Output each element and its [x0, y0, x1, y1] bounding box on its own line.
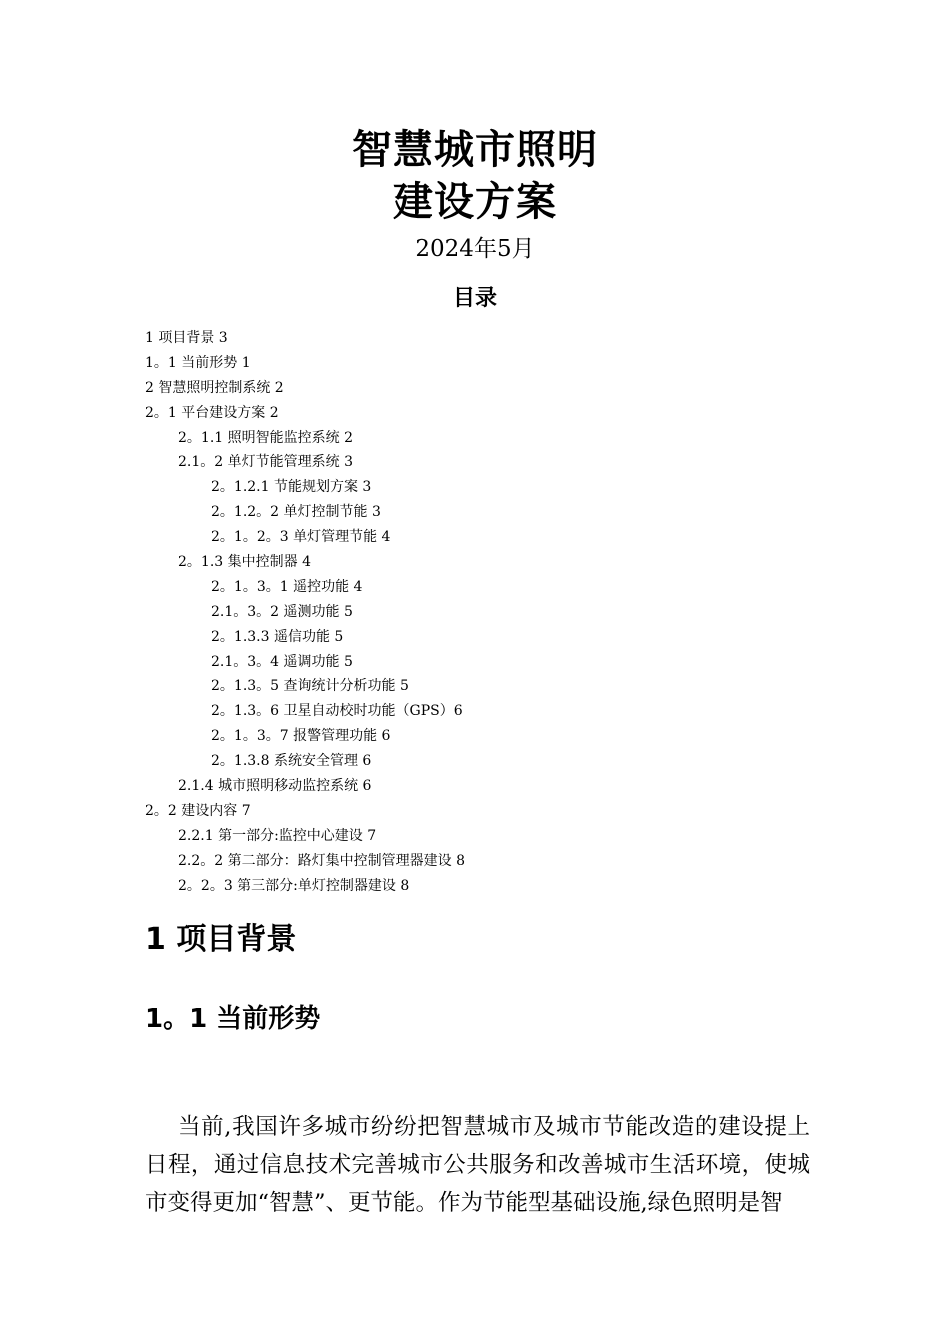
- toc-entry[interactable]: 2.2.1 第一部分:监控中心建设 7: [178, 827, 377, 844]
- toc-entry[interactable]: 2。1.3.3 遥信功能 5: [211, 628, 344, 645]
- toc-entry[interactable]: 2。1 平台建设方案 2: [145, 404, 279, 421]
- document-date: 2024年5月: [415, 236, 535, 262]
- section-1-heading: 1 项目背景: [145, 922, 297, 957]
- section-1-1-heading: 1。1 当前形势: [145, 1004, 321, 1034]
- document-title-line-2: 建设方案: [393, 179, 557, 225]
- toc-entry[interactable]: 2。1.2.1 节能规划方案 3: [211, 479, 372, 496]
- toc-entry[interactable]: 1。1 当前形势 1: [145, 354, 251, 371]
- toc-entry[interactable]: 2.1。2 单灯节能管理系统 3: [178, 454, 353, 471]
- toc-entry[interactable]: 2。1.3.8 系统安全管理 6: [211, 753, 372, 770]
- toc-entry[interactable]: 2。2 建设内容 7: [145, 802, 251, 819]
- toc-entry[interactable]: 2。1。3。7 报警管理功能 6: [211, 728, 391, 745]
- toc-entry[interactable]: 1 项目背景 3: [145, 330, 228, 346]
- toc-entry[interactable]: 2.1。3。2 遥测功能 5: [211, 603, 353, 620]
- toc-entry[interactable]: 2。1。2。3 单灯管理节能 4: [211, 529, 391, 546]
- toc-entry[interactable]: 2。1.3 集中控制器 4: [178, 554, 311, 571]
- document-title-line-1: 智慧城市照明: [352, 127, 598, 173]
- toc-entry[interactable]: 2.1。3。4 遥调功能 5: [211, 653, 353, 670]
- toc-entry[interactable]: 2。2。3 第三部分:单灯控制器建设 8: [178, 877, 410, 894]
- toc-entry[interactable]: 2。1.1 照明智能监控系统 2: [178, 429, 353, 446]
- toc-entry[interactable]: 2.1.4 城市照明移动监控系统 6: [178, 778, 372, 795]
- toc-entry[interactable]: 2。1。3。1 遥控功能 4: [211, 578, 363, 595]
- toc-entry[interactable]: 2。1.3。6 卫星自动校时功能（GPS）6: [211, 703, 463, 720]
- table-of-contents: [145, 326, 845, 898]
- toc-entry[interactable]: 2.2。2 第二部分：路灯集中控制管理器建设 8: [178, 852, 465, 869]
- toc-heading: 目录: [452, 286, 497, 311]
- toc-entry[interactable]: 2 智慧照明控制系统 2: [145, 379, 284, 396]
- body-paragraph: 当前,我国许多城市纷纷把智慧城市及城市节能改造的建设提上日程，通过信息技术完善城市公共服务和改善城市生活环境，使城市变得更加“智慧”、更节能。作为节能型基础设施,绿色照明是智: [145, 1114, 810, 1216]
- toc-entry[interactable]: 2。1.2。2 单灯控制节能 3: [211, 504, 381, 521]
- toc-entry[interactable]: 2。1.3。5 查询统计分析功能 5: [211, 678, 409, 695]
